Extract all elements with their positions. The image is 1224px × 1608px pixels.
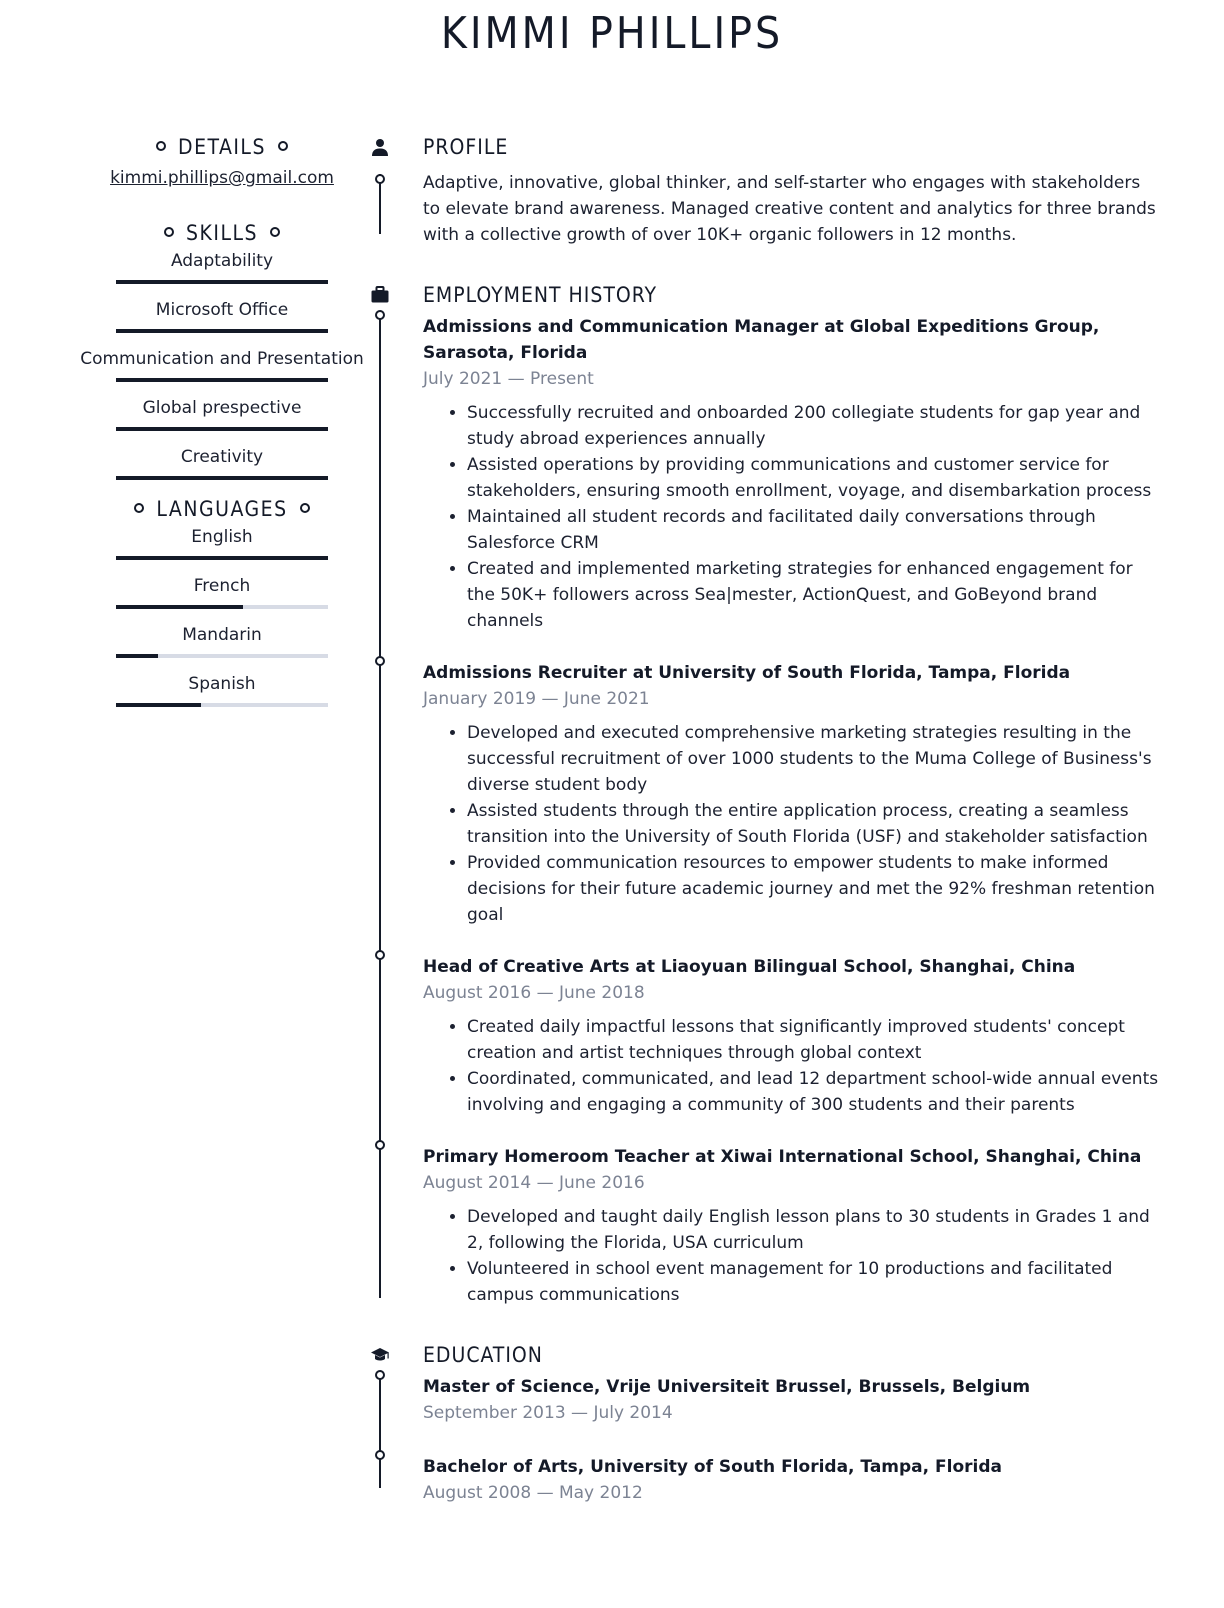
skills-level-fill <box>116 329 328 333</box>
education-list <box>370 1374 1160 1506</box>
left-column <box>76 132 368 720</box>
skills-item <box>76 444 368 480</box>
skills-level-fill <box>116 427 328 431</box>
job-bullets <box>423 1204 1160 1308</box>
timeline-node <box>375 656 385 666</box>
job-bullet: • Successfully recruited and onboarded 200 collegiate students for gap year and study abroad experiences annually <box>467 400 1160 452</box>
circle-icon <box>156 141 166 151</box>
education-title: Master of Science, Vrije Universiteit Brussel, Brussels, Belgium <box>423 1377 1031 1397</box>
languages-level-fill <box>116 654 158 658</box>
languages-level-bar <box>116 556 328 560</box>
graduation-cap-icon <box>370 1345 390 1365</box>
languages-level-fill <box>116 703 201 707</box>
education-entry <box>370 1454 1160 1506</box>
job-dates: January 2019 — June 2021 <box>423 689 650 709</box>
briefcase-icon <box>370 285 390 305</box>
job-bullet: • Maintained all student records and facilitated daily conversations through Salesforce CRM <box>467 504 1160 556</box>
languages-level-bar <box>116 703 328 707</box>
profile-heading: PROFILE <box>423 135 509 159</box>
job-dates: August 2016 — June 2018 <box>423 983 645 1003</box>
job-title: Head of Creative Arts at Liaoyuan Bilingual School, Shanghai, China <box>423 957 1076 977</box>
skills-level-bar <box>116 329 328 333</box>
employment-heading: EMPLOYMENT HISTORY <box>423 283 658 307</box>
skills-level-bar <box>116 476 328 480</box>
job-body <box>423 954 1160 1118</box>
profile-text: Adaptive, innovative, global thinker, and self-starter who engages with stakeholders to elevate brand awareness. Managed creative content and analytics for three brands with a collective growth of over 10K+ organic followers in 12 months. <box>423 173 1156 245</box>
skills-label: Creativity <box>180 447 264 467</box>
education-dates: August 2008 — May 2012 <box>423 1483 643 1503</box>
education-title: Bachelor of Arts, University of South Florida, Tampa, Florida <box>423 1457 1002 1477</box>
timeline-node <box>375 1370 385 1380</box>
job-title: Admissions Recruiter at University of South Florida, Tampa, Florida <box>423 663 1071 683</box>
skills-level-fill <box>116 476 328 480</box>
skills-label: Microsoft Office <box>155 300 289 320</box>
person-icon <box>370 137 390 157</box>
email-link[interactable]: kimmi.phillips@gmail.com <box>110 168 334 188</box>
skills-label: Global prespective <box>142 398 302 418</box>
languages-label: Spanish <box>188 674 256 694</box>
profile-section <box>370 130 1160 248</box>
job-bullet: • Created daily impactful lessons that significantly improved students' concept creation and artist techniques through global context <box>467 1014 1160 1066</box>
education-body <box>423 1454 1160 1506</box>
job-bullet: • Developed and executed comprehensive marketing strategies resulting in the successful recruitment of over 1000 students to the Muma College of Business's diverse student body <box>467 720 1160 798</box>
timeline-node <box>375 1140 385 1150</box>
job-entry <box>370 1144 1160 1308</box>
job-entry <box>370 314 1160 634</box>
job-entry <box>370 954 1160 1118</box>
skills-label: Communication and Presentation <box>80 349 364 369</box>
languages-level-bar <box>116 654 328 658</box>
job-bullet: • Assisted students through the entire application process, creating a seamless transition into the University of South Florida (USF) and stakeholder satisfaction <box>467 798 1160 850</box>
job-dates: July 2021 — Present <box>423 369 594 389</box>
details-heading-label: DETAILS <box>178 135 266 159</box>
languages-level-fill <box>116 605 243 609</box>
languages-item <box>76 622 368 658</box>
languages-level-fill <box>116 556 328 560</box>
education-heading: EDUCATION <box>423 1343 543 1367</box>
circle-icon <box>164 227 174 237</box>
employment-section <box>370 278 1160 1308</box>
education-entry <box>370 1374 1160 1426</box>
resume-name: KIMMI PHILLIPS <box>440 8 784 59</box>
job-bullet: • Created and implemented marketing strategies for enhanced engagement for the 50K+ followers across Sea|mester, ActionQuest, and GoBeyond brand channels <box>467 556 1160 634</box>
job-bullet: • Volunteered in school event management for 10 productions and facilitated campus communications <box>467 1256 1160 1308</box>
skills-heading <box>76 218 368 248</box>
languages-item <box>76 524 368 560</box>
job-title: Admissions and Communication Manager at Global Expeditions Group, Sarasota, Florida <box>423 317 1100 363</box>
skills-level-bar <box>116 280 328 284</box>
skills-item <box>76 248 368 284</box>
job-dates: August 2014 — June 2016 <box>423 1173 645 1193</box>
skills-level-bar <box>116 378 328 382</box>
education-body <box>423 1374 1160 1426</box>
timeline-node <box>375 1450 385 1460</box>
job-bullet: • Developed and taught daily English lesson plans to 30 students in Grades 1 and 2, following the Florida, USA curriculum <box>467 1204 1160 1256</box>
languages-item <box>76 671 368 707</box>
job-bullet: • Provided communication resources to empower students to make informed decisions for their future academic journey and met the 92% freshman retention goal <box>467 850 1160 928</box>
right-column <box>370 130 1160 1506</box>
circle-icon <box>300 503 310 513</box>
job-bullets <box>423 720 1160 928</box>
jobs-list <box>370 314 1160 1308</box>
languages-list <box>76 524 368 707</box>
skills-item <box>76 297 368 333</box>
skills-item <box>76 346 368 382</box>
timeline-node <box>375 310 385 320</box>
education-section <box>370 1338 1160 1506</box>
job-entry <box>370 660 1160 928</box>
languages-label: Mandarin <box>182 625 262 645</box>
languages-heading-label: LANGUAGES <box>156 497 288 521</box>
job-bullet: • Assisted operations by providing communications and customer service for stakeholders, ensuring smooth enrollment, voyage, and disembarkation process <box>467 452 1160 504</box>
job-bullets <box>423 400 1160 634</box>
circle-icon <box>270 227 280 237</box>
languages-item <box>76 573 368 609</box>
job-bullets <box>423 1014 1160 1118</box>
timeline-node <box>375 174 385 184</box>
languages-label: English <box>191 527 253 547</box>
job-title: Primary Homeroom Teacher at Xiwai International School, Shanghai, China <box>423 1147 1142 1167</box>
skills-level-bar <box>116 427 328 431</box>
timeline-node <box>375 950 385 960</box>
education-dates: September 2013 — July 2014 <box>423 1403 673 1423</box>
languages-heading <box>76 494 368 524</box>
skills-heading-label: SKILLS <box>186 221 258 245</box>
skills-list <box>76 248 368 480</box>
skills-item <box>76 395 368 431</box>
skills-level-fill <box>116 378 328 382</box>
details-heading <box>76 132 368 162</box>
skills-level-fill <box>116 280 328 284</box>
job-body <box>423 1144 1160 1308</box>
languages-label: French <box>193 576 251 596</box>
circle-icon <box>134 503 144 513</box>
skills-label: Adaptability <box>170 251 274 271</box>
job-body <box>423 660 1160 928</box>
circle-icon <box>278 141 288 151</box>
languages-level-bar <box>116 605 328 609</box>
job-body <box>423 314 1160 634</box>
job-bullet: • Coordinated, communicated, and lead 12 department school-wide annual events involving and engaging a community of 300 students and their parents <box>467 1066 1160 1118</box>
